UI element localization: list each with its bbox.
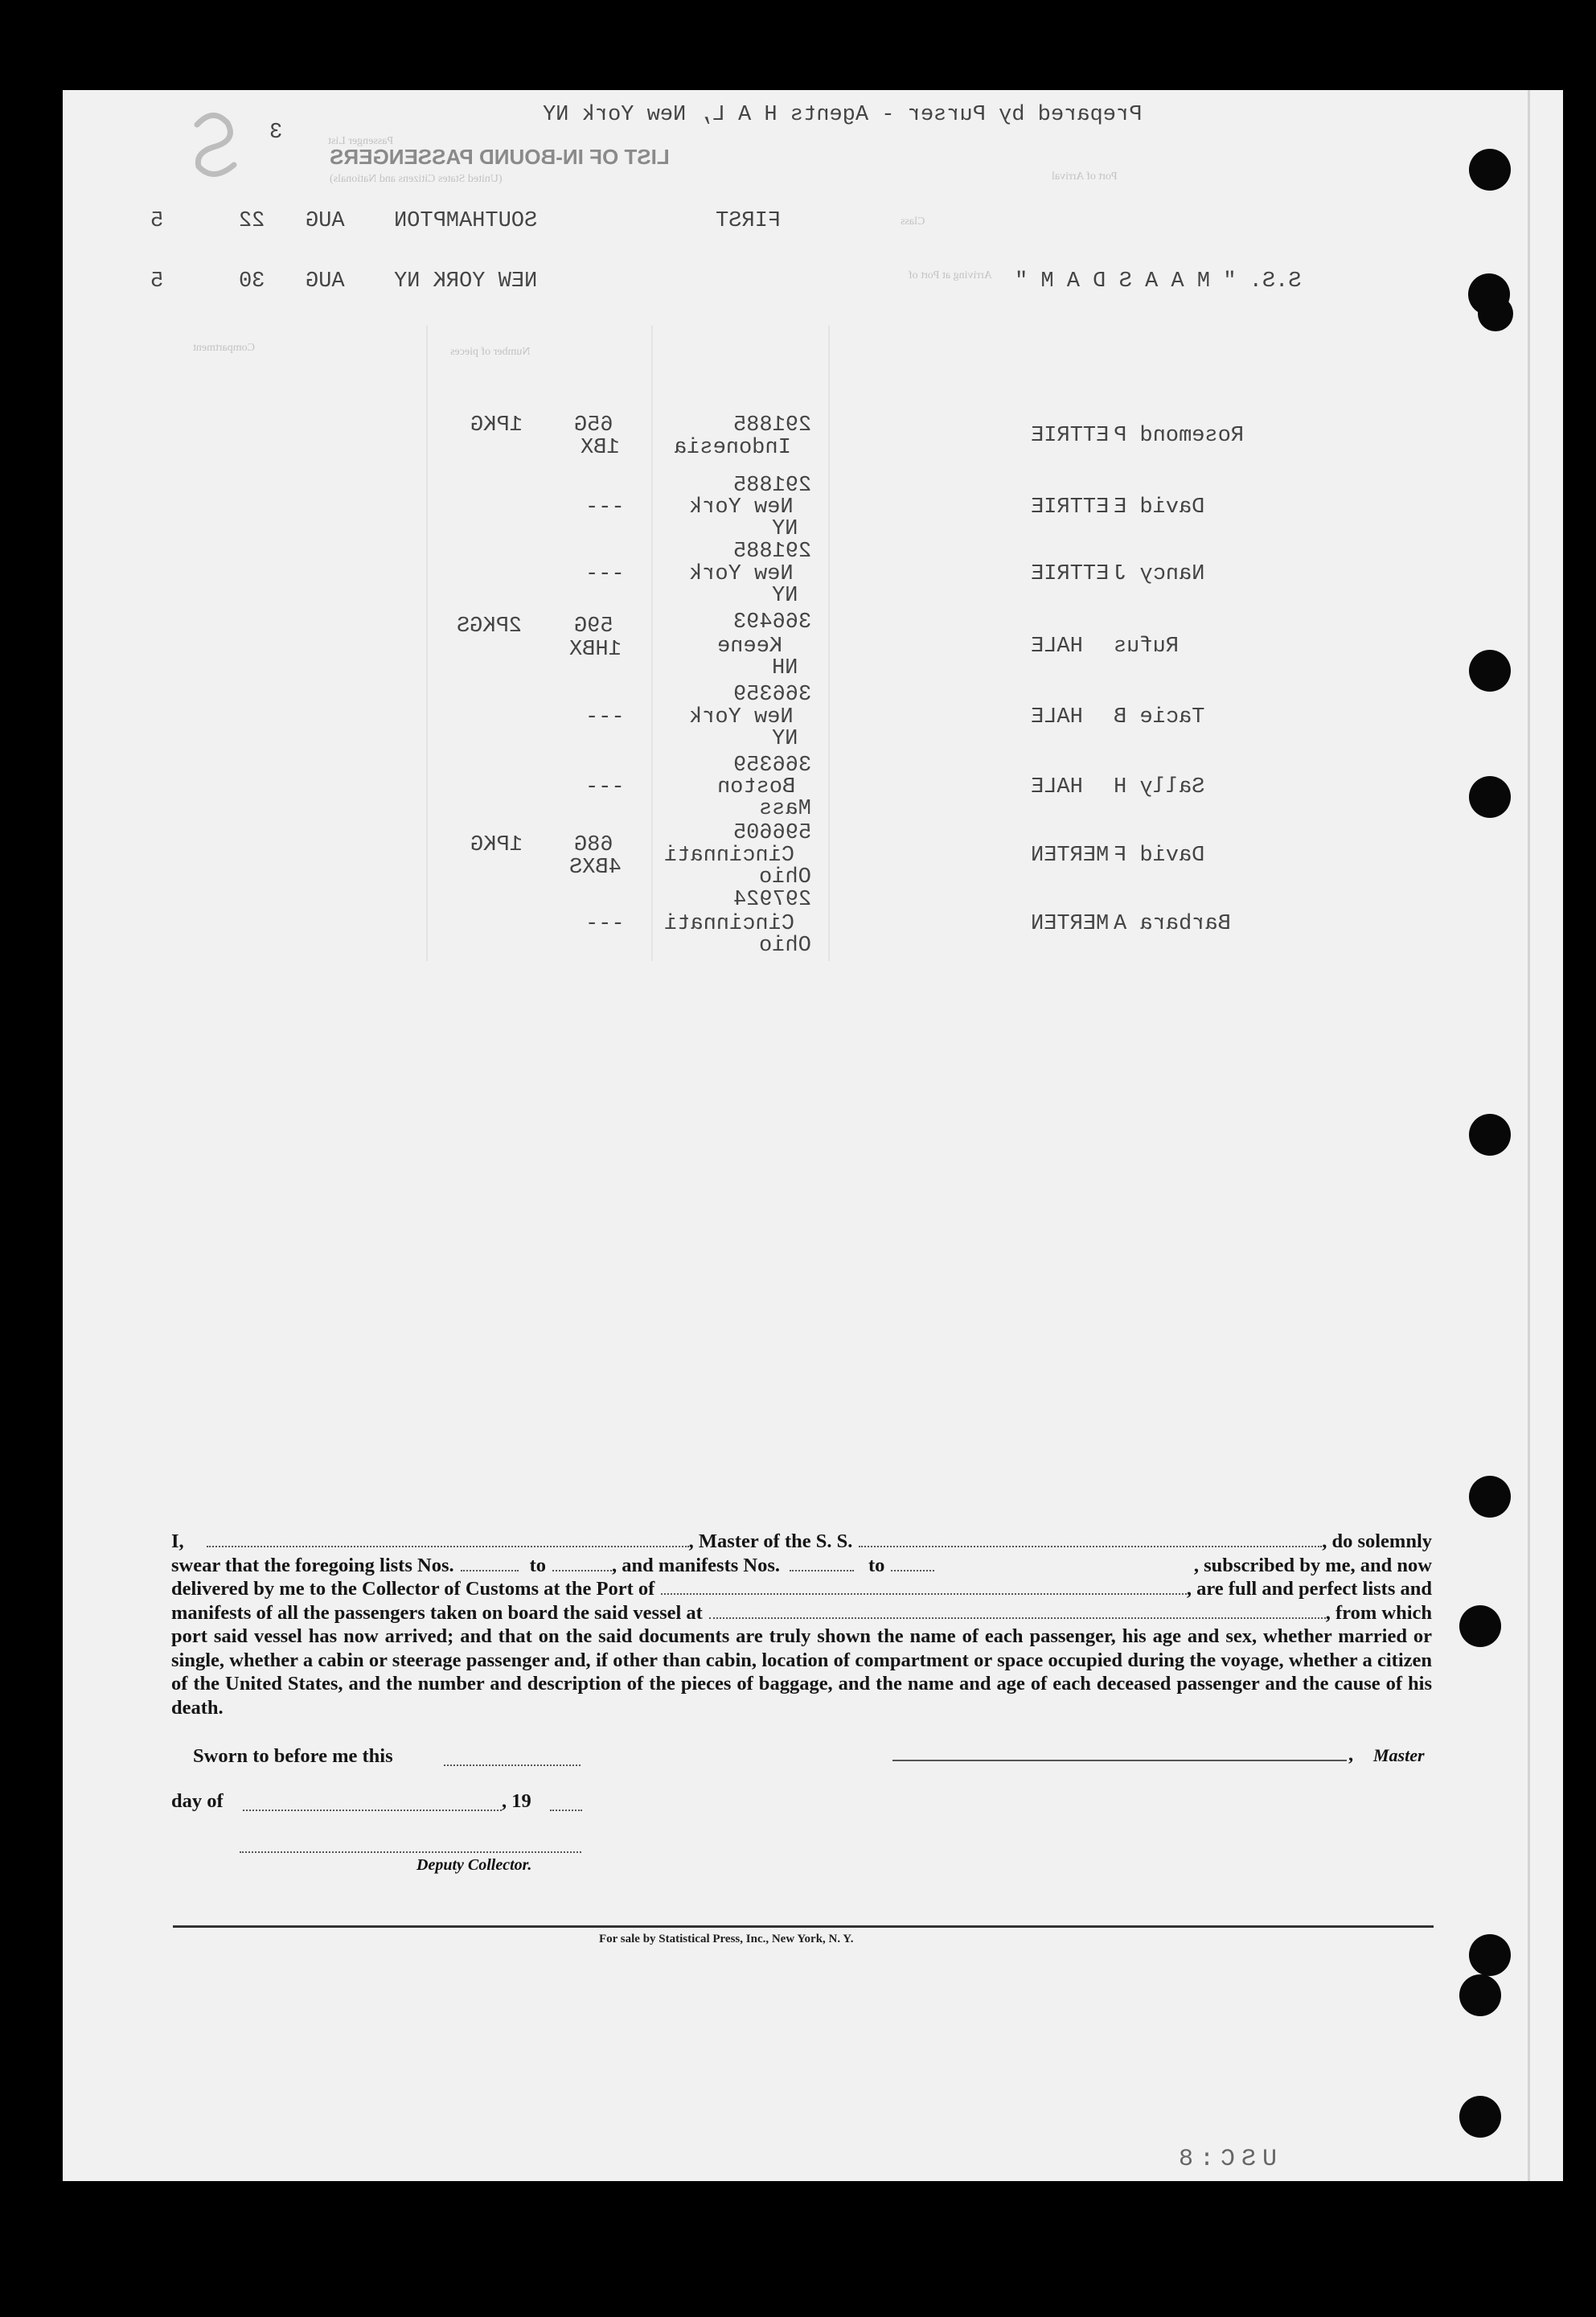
oath-manifests: , and manifests Nos. — [612, 1554, 780, 1576]
oath-paragraph — [171, 1530, 1432, 1719]
oath-i: I, — [171, 1530, 184, 1552]
passenger-given-name: David E — [1114, 495, 1205, 520]
passenger-pieces: 1BX — [581, 436, 620, 460]
column-rule — [426, 326, 428, 961]
passenger-surname: ETTRIE — [1031, 562, 1110, 586]
passenger-surname: HALE — [1031, 635, 1083, 659]
passenger-packages: 2PKGS — [457, 614, 523, 639]
class-label: FIRST — [716, 209, 782, 233]
binder-hole — [1469, 1476, 1511, 1518]
binder-hole — [1459, 1605, 1501, 1647]
passenger-surname: HALE — [1031, 705, 1083, 729]
passenger-ref: 291885 — [733, 540, 812, 564]
passenger-code: 65G — [574, 413, 613, 438]
printer-credit: For sale by Statistical Press, Inc., New York, N. Y. — [599, 1933, 854, 1945]
sworn-day-field[interactable] — [444, 1753, 581, 1766]
passenger-code: --- — [585, 705, 625, 729]
binder-hole — [1469, 776, 1511, 818]
sheet-edge — [1528, 90, 1530, 2181]
arrival-day: 30 — [239, 269, 265, 294]
deputy-signature-line[interactable] — [240, 1851, 581, 1853]
manifest-to-field[interactable] — [891, 1559, 934, 1571]
manifest-sheet — [63, 90, 1563, 2181]
month-field[interactable] — [243, 1798, 502, 1811]
binder-hole — [1469, 650, 1511, 692]
form-print-ghost: Number of pieces — [450, 346, 531, 358]
deputy-collector-label: Deputy Collector. — [416, 1856, 532, 1874]
form-print-ghost: Port of Arrival — [1052, 170, 1118, 183]
list-to-field[interactable] — [552, 1559, 612, 1571]
passenger-given-name: Sally H — [1114, 775, 1205, 799]
master-comma: , — [1348, 1744, 1354, 1765]
passenger-ref: 596605 — [733, 821, 812, 845]
oath-line-3 — [171, 1577, 1432, 1601]
passenger-ref: 291885 — [733, 413, 812, 438]
day-of-label: day of — [171, 1790, 224, 1812]
passenger-given-name: David F — [1114, 844, 1205, 868]
arrival-port: NEW YORK NY — [394, 269, 538, 294]
passenger-surname: ETTRIE — [1031, 495, 1110, 520]
form-print-ghost: Arriving at Port of — [909, 269, 992, 281]
passenger-residence: New York — [689, 495, 794, 520]
form-print-ghost: Class — [901, 216, 925, 228]
passenger-given-name: Barbara A — [1114, 912, 1231, 936]
binder-hole — [1469, 149, 1511, 191]
oath-swear: swear that the foregoing lists Nos. — [171, 1554, 454, 1576]
binder-hole — [1478, 296, 1513, 331]
oath-delivered: delivered by me to the Collector of Customs at the Port of — [171, 1578, 655, 1600]
oath-solemnly: , do solemnly — [1322, 1530, 1432, 1552]
passenger-state: NY — [772, 517, 798, 541]
passenger-residence: Keene — [717, 635, 783, 659]
passenger-given-name: Rosemond P — [1114, 424, 1245, 448]
passenger-state: NY — [772, 584, 798, 608]
passenger-residence: New York — [689, 705, 794, 729]
passenger-code: --- — [585, 495, 625, 520]
oath-line-1 — [171, 1530, 1432, 1554]
oath-full: , are full and perfect lists and — [1186, 1578, 1432, 1600]
departure-day: 22 — [239, 209, 265, 233]
manifest-from-field[interactable] — [790, 1559, 854, 1571]
passenger-code: --- — [585, 912, 625, 936]
oath-body: port said vessel has now arrived; and that on the said documents are truly shown the name of each passenger, his age and sex, whether married or single, whether a cabin or steerage passenger and, if other than cabin, location of compartment or space occupied during the voyage, whether a citizen of the United States, and the number and description of the pieces of baggage, and the name and age of each deceased passenger and the cause of his death. — [171, 1625, 1432, 1719]
passenger-ref: 297924 — [733, 888, 812, 912]
arrival-count: 5 — [150, 269, 164, 294]
form-print-ghost: (United States Citizens and Nationals) — [330, 173, 503, 185]
passenger-code: 59G — [574, 614, 613, 639]
year-prefix: , 19 — [502, 1790, 531, 1812]
passenger-residence: New York — [689, 562, 794, 586]
page-number: 3 — [269, 121, 283, 145]
passenger-code: 68G — [574, 833, 613, 857]
passenger-packages: 1PKG — [470, 833, 523, 857]
passenger-residence: Indonesia — [674, 436, 791, 460]
passenger-state: Mass — [759, 797, 811, 821]
passenger-given-name: Rufus — [1114, 635, 1180, 659]
handwritten-page-mark — [181, 109, 245, 181]
binder-hole — [1459, 2096, 1501, 2138]
passenger-residence: Boston — [717, 775, 796, 799]
master-label: Master — [1373, 1745, 1425, 1765]
form-print-ghost: Passenger List — [328, 135, 394, 147]
prepared-by-text: Prepared by Purser - Agents H A L, New York NY — [543, 103, 1143, 127]
oath-manifests-all: manifests of all the passengers taken on board the said vessel at — [171, 1601, 703, 1624]
passenger-pieces: 4BXS — [569, 856, 622, 880]
oath-line-4 — [171, 1601, 1432, 1625]
column-rule — [828, 326, 830, 961]
passenger-surname: HALE — [1031, 775, 1083, 799]
departure-port: SOUTHAMPTON — [394, 209, 538, 233]
passenger-code: --- — [585, 775, 625, 799]
departure-month: AUG — [306, 209, 345, 233]
embark-port-field[interactable] — [709, 1606, 1326, 1619]
oath-line-2 — [171, 1554, 1432, 1578]
passenger-code: --- — [585, 562, 625, 586]
oath-to: to — [529, 1554, 547, 1576]
list-title: LIST OF IN-BOUND PASSENGERS — [330, 145, 670, 169]
column-rule — [651, 326, 653, 961]
passenger-pieces: 1HBX — [569, 638, 622, 662]
passenger-ref: 366359 — [733, 754, 812, 778]
oath-to: to — [868, 1554, 885, 1576]
passenger-ref: 366359 — [733, 683, 812, 707]
binder-hole — [1469, 1114, 1511, 1156]
ship-name: S.S. " M A A S D A M " — [1015, 269, 1302, 294]
passenger-ref: 291885 — [733, 474, 812, 498]
ship-name-field[interactable] — [859, 1534, 1322, 1547]
passenger-ref: 366493 — [733, 610, 812, 635]
oath-master-of: , Master of the S. S. — [688, 1530, 853, 1552]
list-from-field[interactable] — [461, 1559, 519, 1571]
binder-hole — [1459, 1974, 1501, 2016]
form-print-ghost: Compartment — [193, 342, 255, 354]
footer-rule — [173, 1925, 1434, 1928]
oath-from-which: , from which — [1325, 1601, 1432, 1624]
passenger-surname: MERTEN — [1031, 912, 1110, 936]
passenger-surname: MERTEN — [1031, 844, 1110, 868]
master-name-field[interactable] — [207, 1534, 689, 1547]
oath-subscribed: , subscribed by me, and now — [1193, 1554, 1432, 1576]
arrival-month: AUG — [306, 269, 345, 294]
departure-count: 5 — [150, 209, 164, 233]
passenger-packages: 1PKG — [470, 413, 523, 438]
passenger-residence: Cincinnati — [664, 844, 795, 868]
passenger-surname: ETTRIE — [1031, 424, 1110, 448]
passenger-state: Ohio — [759, 934, 811, 958]
passenger-given-name: Nancy J — [1114, 562, 1205, 586]
passenger-residence: Cincinnati — [664, 912, 795, 936]
year-field[interactable] — [550, 1798, 582, 1811]
passenger-state: Ohio — [759, 865, 811, 889]
passenger-state: NH — [772, 656, 798, 680]
usc-stamp: USC:8 — [1172, 2146, 1278, 2173]
sworn-label: Sworn to before me this — [193, 1745, 393, 1767]
passenger-state: NY — [772, 727, 798, 751]
passenger-given-name: Tacie B — [1114, 705, 1205, 729]
binder-hole — [1469, 1934, 1511, 1976]
port-field[interactable] — [661, 1582, 1187, 1595]
master-signature-line[interactable] — [892, 1760, 1347, 1761]
